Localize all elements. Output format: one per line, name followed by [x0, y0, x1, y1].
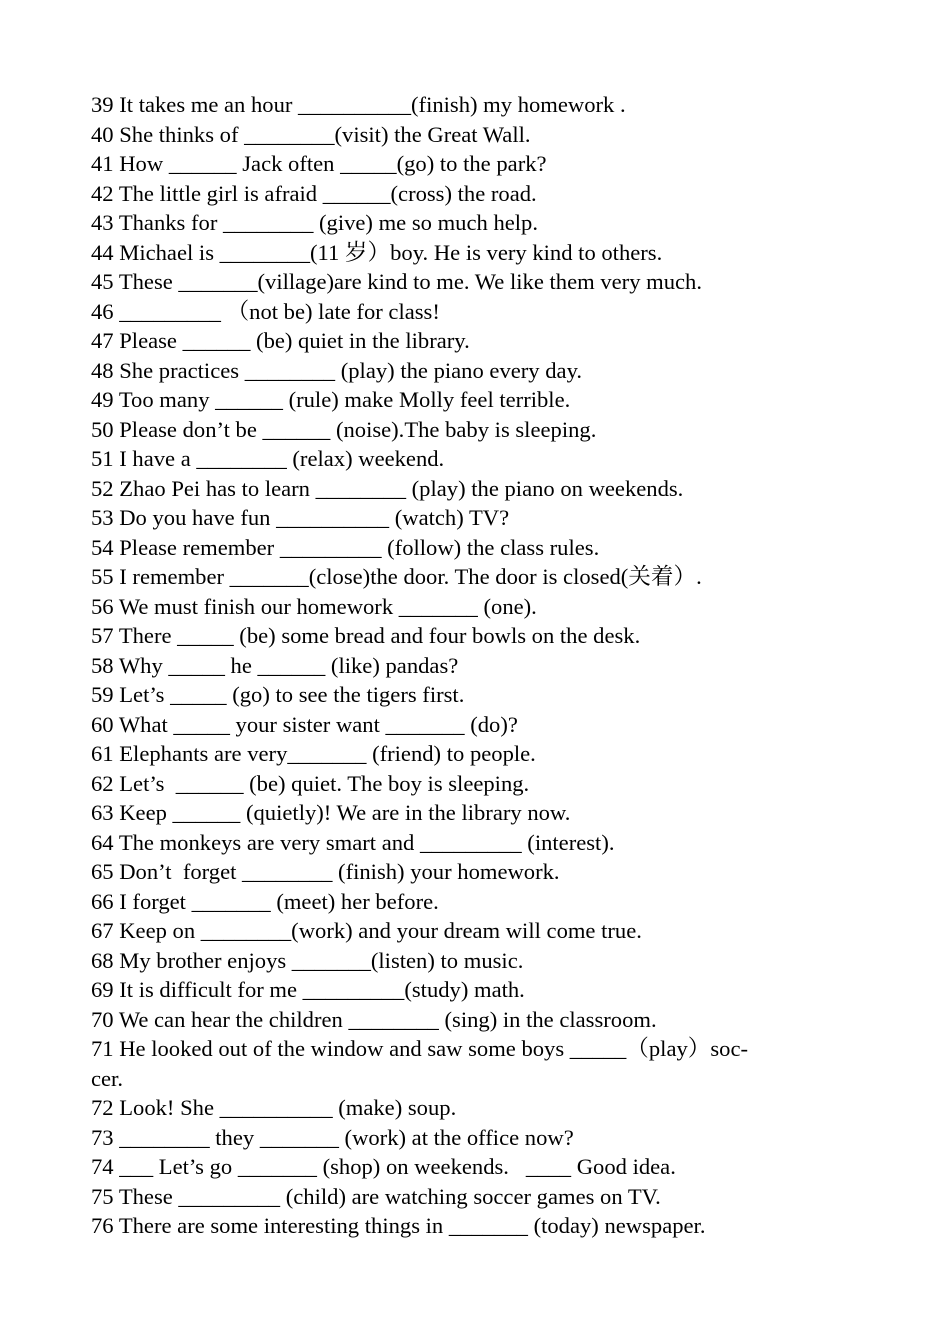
- exercise-41: 41 How ______ Jack often _____(go) to the park?: [91, 151, 547, 176]
- exercise-53: 53 Do you have fun __________ (watch) TV?: [91, 505, 510, 530]
- exercise-65: 65 Don’t forget ________ (finish) your homework.: [91, 859, 560, 884]
- exercise-64: 64 The monkeys are very smart and _________ (interest).: [91, 829, 615, 855]
- exercise-47: 47 Please ______ (be) quiet in the library.: [91, 328, 470, 353]
- exercise-48: 48 She practices ________ (play) the piano every day.: [91, 357, 583, 383]
- exercise-list: [91, 90, 841, 1241]
- exercise-54: 54 Please remember _________ (follow) the class rules.: [91, 534, 600, 560]
- exercise-74: 74 ___ Let’s go _______ (shop) on weekends. ____ Good idea.: [91, 1154, 676, 1179]
- exercise-57: 57 There _____ (be) some bread and four bowls on the desk.: [91, 623, 641, 648]
- exercise-62: 62 Let’s ______ (be) quiet. The boy is sleeping.: [91, 770, 530, 796]
- exercise-63: 63 Keep ______ (quietly)! We are in the library now.: [91, 800, 571, 825]
- exercise-44: 44 Michael is ________(11 岁）boy. He is very kind to others.: [91, 239, 663, 265]
- exercise-50: 50 Please don’t be ______ (noise).The baby is sleeping.: [91, 416, 597, 442]
- exercise-76: 76 There are some interesting things in _______ (today) newspaper.: [91, 1213, 706, 1238]
- exercise-75: 75 These _________ (child) are watching soccer games on TV.: [91, 1183, 661, 1209]
- exercise-45: 45 These _______(village)are kind to me. We like them very much.: [91, 269, 702, 294]
- exercise-68: 68 My brother enjoys _______(listen) to music.: [91, 947, 524, 973]
- exercise-72: 72 Look! She __________ (make) soup.: [91, 1095, 457, 1120]
- exercise-59: 59 Let’s _____ (go) to see the tigers first.: [91, 682, 465, 707]
- exercise-40: 40 She thinks of ________(visit) the Great Wall.: [91, 121, 531, 147]
- exercise-49: 49 Too many ______ (rule) make Molly feel terrible.: [91, 387, 571, 412]
- exercise-60: 60 What _____ your sister want _______ (do)?: [91, 711, 518, 737]
- exercise-67: 67 Keep on ________(work) and your dream will come true.: [91, 918, 642, 943]
- exercise-56: 56 We must finish our homework _______ (one).: [91, 593, 537, 619]
- exercise-52: 52 Zhao Pei has to learn ________ (play) the piano on weekends.: [91, 475, 684, 501]
- exercise-66: 66 I forget _______ (meet) her before.: [91, 888, 439, 914]
- exercise-70: 70 We can hear the children ________ (sing) in the classroom.: [91, 1006, 657, 1032]
- exercise-73: 73 ________ they _______ (work) at the office now?: [91, 1124, 574, 1150]
- exercise-39: 39 It takes me an hour __________(finish) my homework .: [91, 92, 626, 117]
- exercise-61: 61 Elephants are very_______ (friend) to people.: [91, 741, 536, 766]
- exercise-71-continuation: cer.: [91, 1065, 123, 1091]
- exercise-46: 46 _________ （not be) late for class!: [91, 298, 440, 324]
- exercise-71: 71 He looked out of the window and saw some boys _____（play）soc-: [91, 1036, 749, 1061]
- exercise-69: 69 It is difficult for me _________(study) math.: [91, 977, 525, 1002]
- exercise-42: 42 The little girl is afraid ______(cross) the road.: [91, 180, 537, 206]
- exercise-55: 55 I remember _______(close)the door. The door is closed(关着）.: [91, 564, 702, 589]
- exercise-43: 43 Thanks for ________ (give) me so much help.: [91, 210, 538, 235]
- exercise-51: 51 I have a ________ (relax) weekend.: [91, 446, 445, 471]
- exercise-58: 58 Why _____ he ______ (like) pandas?: [91, 652, 459, 678]
